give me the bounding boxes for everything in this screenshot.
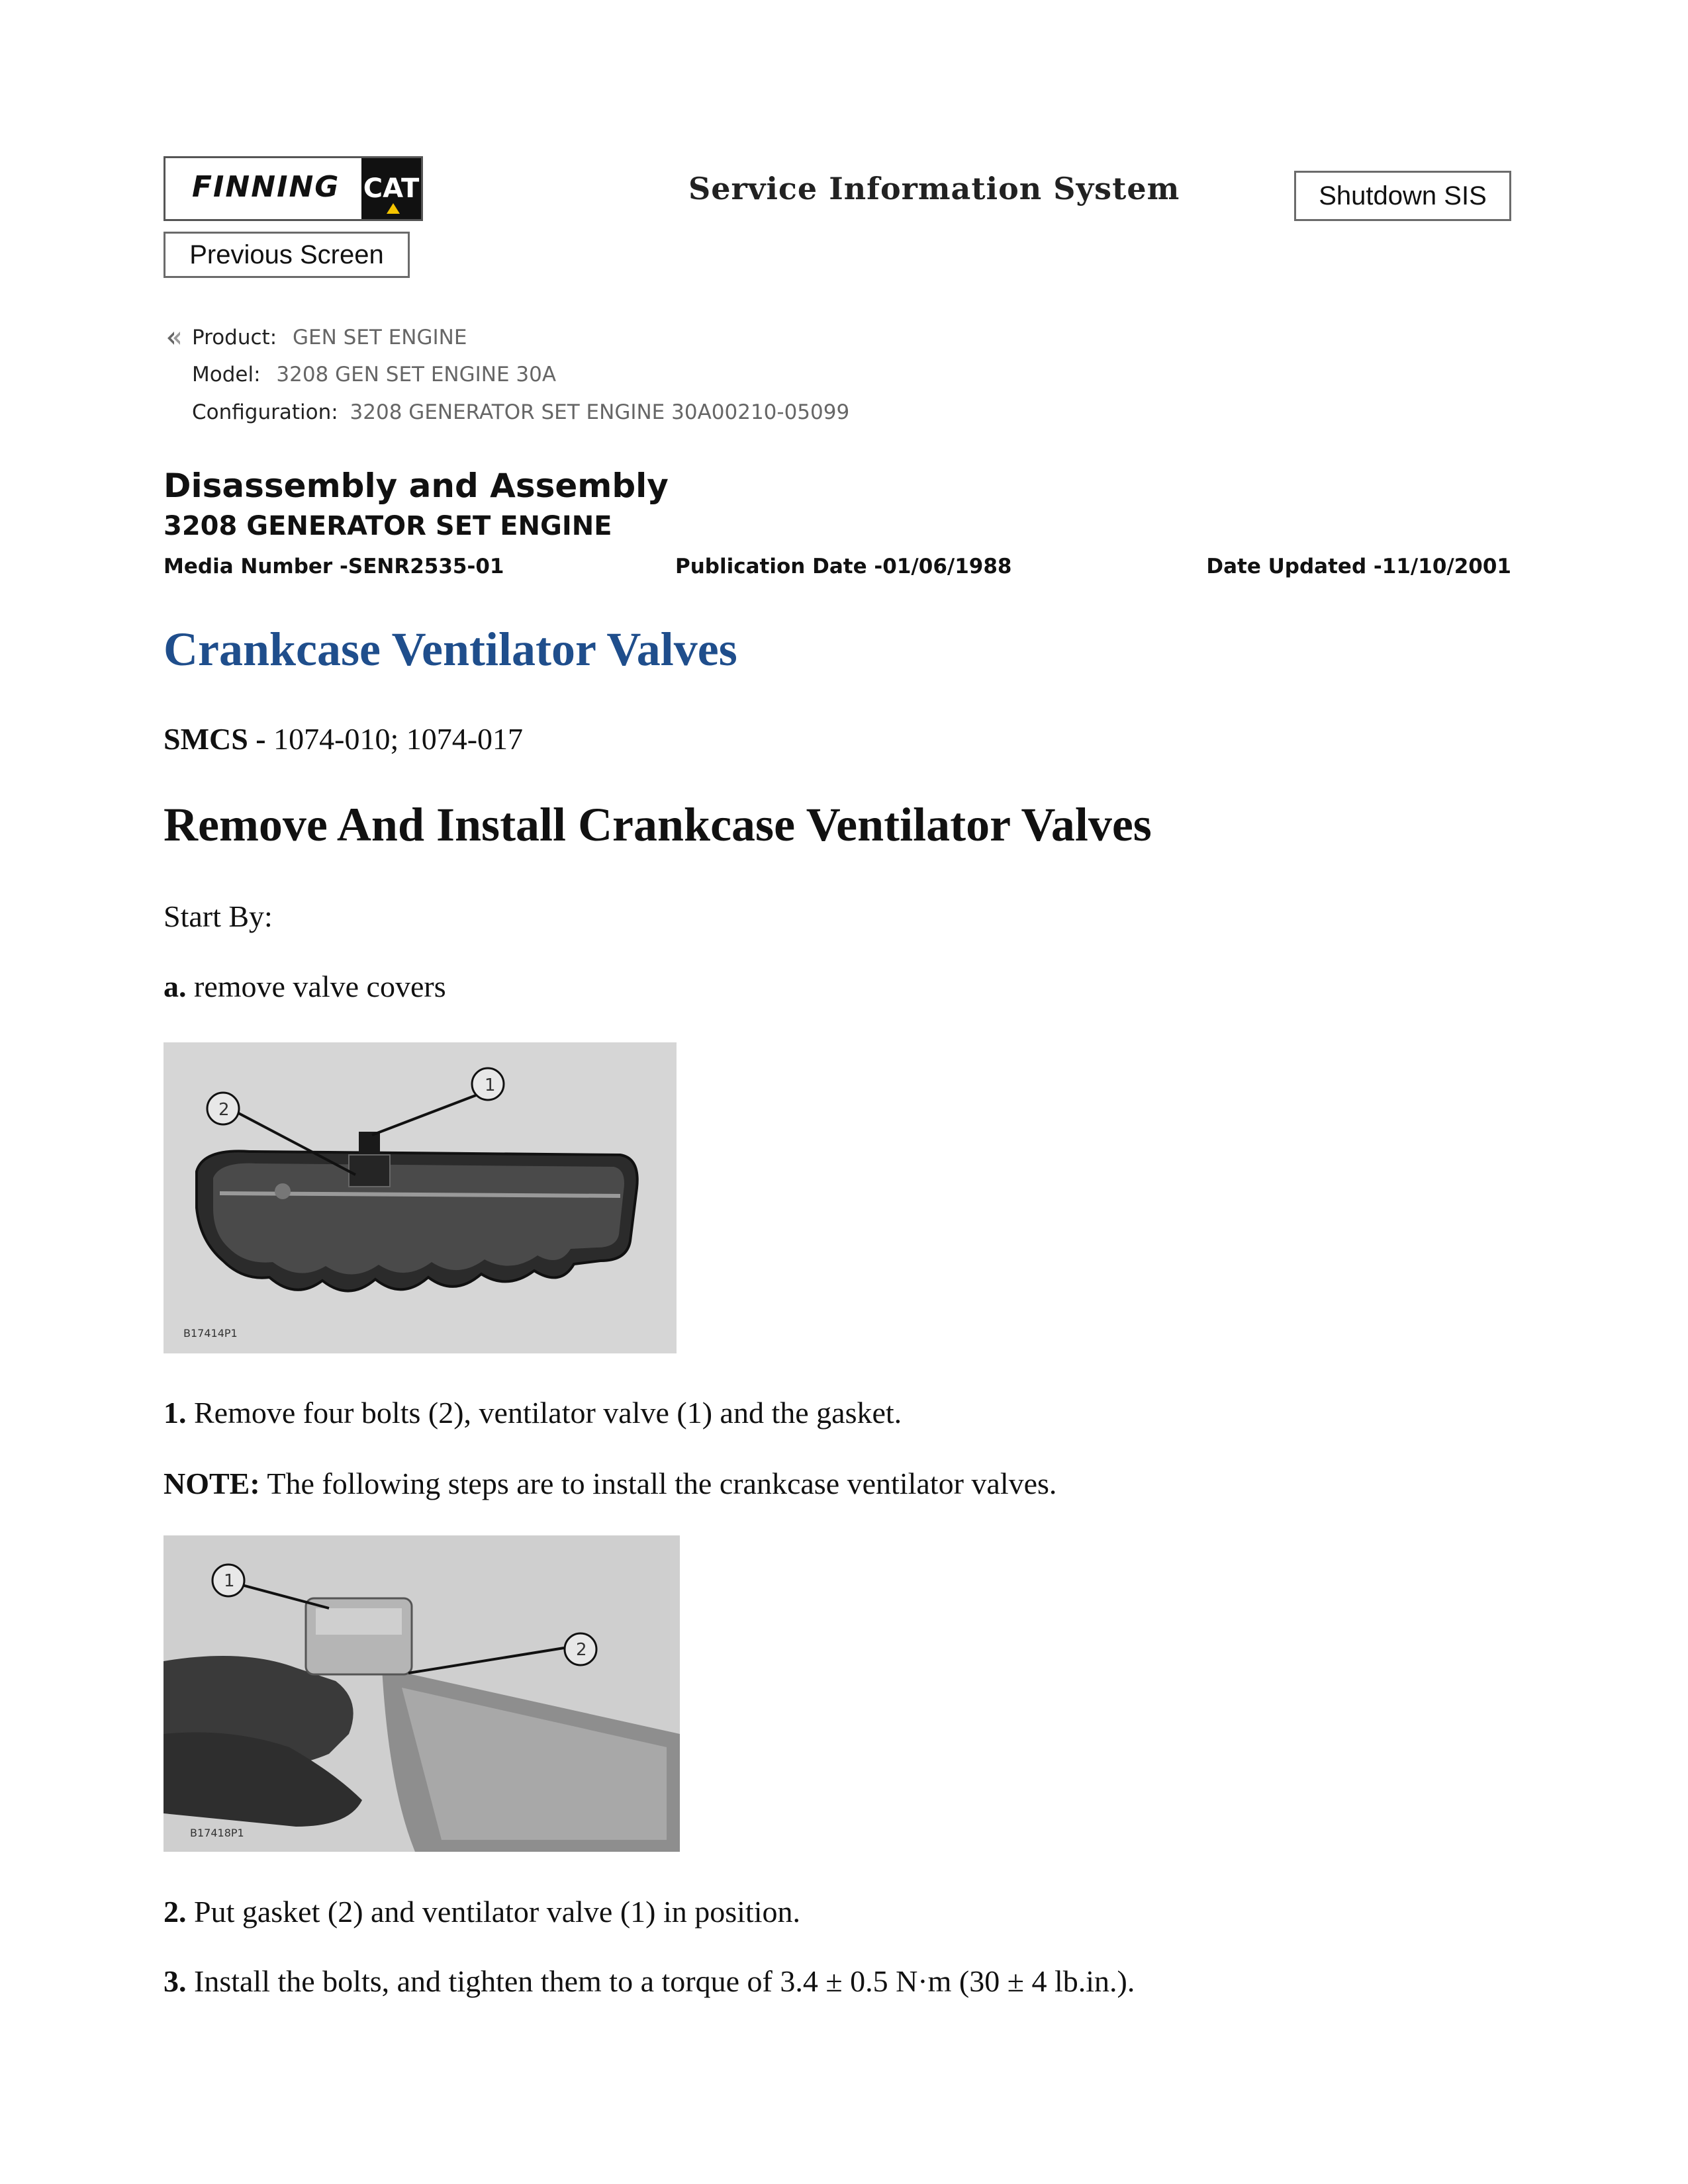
configuration-value: 3208 GENERATOR SET ENGINE 30A00210-05099 [350,400,850,424]
section-title: Remove And Install Crankcase Ventilator Valves [164,798,1152,851]
step-a [164,969,446,1004]
step-3-label: 3. [164,1964,187,1998]
product-label: Product: [192,326,277,349]
note-text: The following steps are to install the crankcase ventilator valves. [267,1467,1057,1500]
cat-logo-text: CAT [363,173,420,204]
smcs-value: 1074-010; 1074-017 [273,722,524,756]
step-1-label: 1. [164,1396,187,1430]
step-2-label: 2. [164,1895,187,1929]
callout-1: 1 [224,1571,235,1591]
product-value: GEN SET ENGINE [293,326,467,349]
configuration-label: Configuration: [192,400,338,424]
figure-1-id: B17414P1 [183,1327,238,1340]
figure-install-valve [164,1535,680,1852]
step-1 [164,1395,902,1430]
step-2-text: Put gasket (2) and ventilator valve (1) in position. [194,1895,800,1929]
cat-logo-badge [361,158,421,219]
finning-cat-logo [164,156,423,221]
figure-2-id: B17418P1 [190,1827,244,1839]
smcs-line [164,721,523,756]
start-by: Start By: [164,899,273,933]
finning-logo-text: FINNING [192,170,340,204]
cat-triangle-icon [387,203,400,214]
document-subtitle: 3208 GENERATOR SET ENGINE [164,511,612,541]
callout-2: 2 [576,1640,587,1660]
step-2 [164,1894,800,1929]
step-1-text: Remove four bolts (2), ventilator valve (1) and the gasket. [194,1396,902,1430]
note [164,1466,1056,1501]
back-chevron-icon[interactable] [164,329,182,347]
step-a-label: a. [164,970,187,1003]
publication-date: Publication Date -01/06/1988 [675,555,1012,578]
smcs-label: SMCS - [164,722,266,756]
system-title: Service Information System [688,171,1180,206]
date-updated: Date Updated -11/10/2001 [1206,555,1511,578]
media-number: Media Number -SENR2535-01 [164,555,504,578]
callout-1: 1 [485,1075,496,1095]
model-line [192,363,556,387]
note-label: NOTE: [164,1467,260,1500]
shutdown-sis-button[interactable]: Shutdown SIS [1294,171,1511,221]
figure-valve-cover [164,1042,677,1353]
valve-cover-illustration [164,1042,677,1353]
callout-2: 2 [218,1100,230,1120]
step-a-text: remove valve covers [194,970,446,1003]
previous-screen-button[interactable]: Previous Screen [164,232,410,278]
install-valve-illustration [164,1535,680,1852]
document-title: Disassembly and Assembly [164,467,669,505]
model-label: Model: [192,363,261,387]
configuration-line [192,400,849,424]
page-title: Crankcase Ventilator Valves [164,623,737,676]
step-3-text: Install the bolts, and tighten them to a torque of 3.4 ± 0.5 N·m (30 ± 4 lb.in.). [194,1964,1135,1998]
step-3 [164,1964,1135,1999]
product-line [192,326,467,349]
model-value: 3208 GEN SET ENGINE 30A [276,363,557,387]
